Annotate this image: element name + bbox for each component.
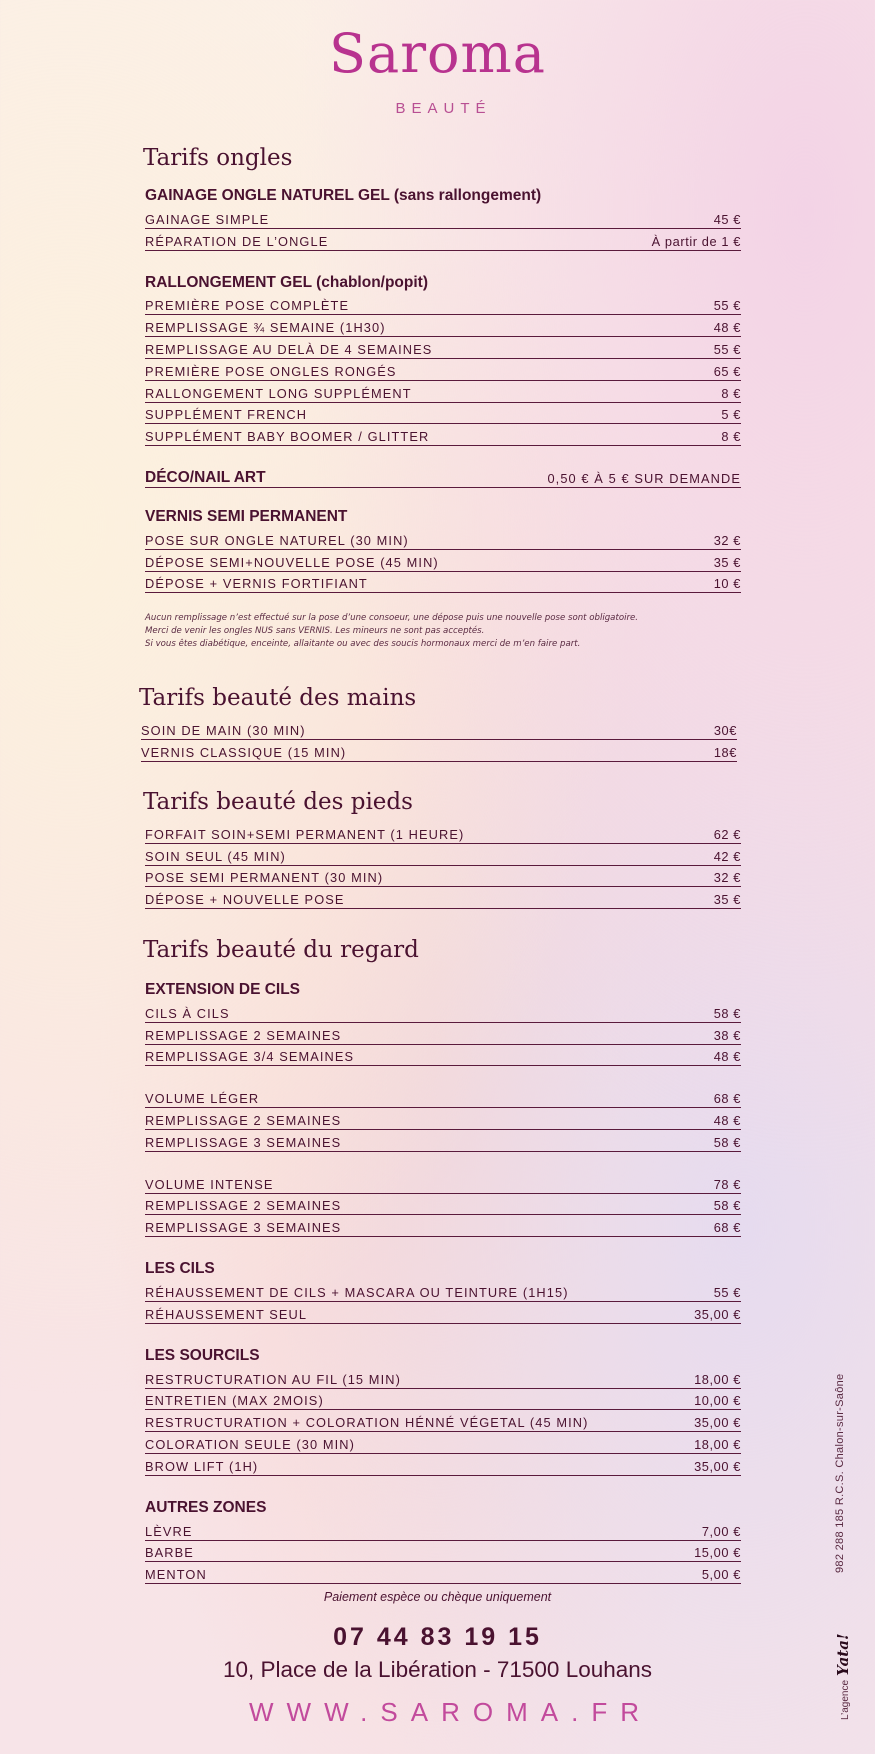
group-title-sourcils: LES SOURCILS xyxy=(145,1346,260,1364)
price-row xyxy=(145,315,741,337)
price-row xyxy=(145,528,741,550)
service-price: 45 € xyxy=(713,211,741,227)
price-row xyxy=(145,1367,741,1389)
service-label: REMPLISSAGE 3 SEMAINES xyxy=(145,1134,342,1150)
price-row xyxy=(145,1541,741,1563)
group-title-cils: LES CILS xyxy=(145,1260,215,1278)
service-price: 18,00 € xyxy=(694,1371,741,1387)
price-row xyxy=(145,424,741,446)
price-row xyxy=(145,1108,741,1130)
service-label: REMPLISSAGE 2 SEMAINES xyxy=(145,1198,342,1214)
price-row xyxy=(145,550,741,572)
service-price: 78 € xyxy=(713,1176,741,1192)
service-price: 55 € xyxy=(713,298,741,314)
rcs-number: 982 288 185 R.C.S. Chalon-sur-Saône xyxy=(834,1373,846,1573)
address: 10, Place de la Libération - 71500 Louhans xyxy=(222,1657,653,1682)
price-row xyxy=(145,1432,741,1454)
price-row xyxy=(145,1302,741,1324)
service-price: 48 € xyxy=(713,1049,741,1065)
deco-nail-art-row xyxy=(145,463,741,488)
group-title-rallongement: RALLONGEMENT GEL (chablon/popit) xyxy=(145,273,428,291)
price-row xyxy=(145,866,741,888)
service-label: BROW LIFT (1H) xyxy=(145,1458,259,1474)
service-label: SUPPLÉMENT FRENCH xyxy=(145,407,308,423)
agency-credit xyxy=(834,1633,852,1720)
service-label: MENTON xyxy=(145,1567,207,1583)
service-label: PREMIÈRE POSE COMPLÈTE xyxy=(145,298,350,314)
section-regard xyxy=(145,934,741,1584)
service-label: RÉPARATION DE L’ONGLE xyxy=(145,233,329,249)
price-row xyxy=(145,359,741,381)
service-price: 32 € xyxy=(713,870,741,886)
service-price: 58 € xyxy=(713,1005,741,1021)
service-price: 10 € xyxy=(713,576,741,592)
service-price: 8 € xyxy=(721,429,741,445)
service-label: REMPLISSAGE ¾ SEMAINE (1H30) xyxy=(145,320,386,336)
service-price: 68 € xyxy=(713,1091,741,1107)
service-label: RÉHAUSSEMENT DE CILS + MASCARA OU TEINTURE (1H15) xyxy=(145,1284,569,1300)
service-label: DÉPOSE + VERNIS FORTIFIANT xyxy=(145,576,368,592)
service-price: 18,00 € xyxy=(694,1436,741,1452)
price-row xyxy=(145,1045,741,1067)
service-label: FORFAIT SOIN+SEMI PERMANENT (1 HEURE) xyxy=(145,826,465,842)
section-mains xyxy=(141,682,737,762)
price-row xyxy=(145,403,741,425)
price-list-extension-2 xyxy=(145,1086,741,1151)
brand-logo: Saroma xyxy=(329,22,546,85)
price-row xyxy=(145,294,741,316)
price-list-vernis xyxy=(145,528,741,593)
price-row xyxy=(145,337,741,359)
payment-note: Paiement espèce ou chèque uniquement xyxy=(323,1590,552,1604)
service-price: 7,00 € xyxy=(701,1523,741,1539)
price-list-rallongement xyxy=(145,294,741,447)
service-price: 18€ xyxy=(713,744,737,760)
price-row xyxy=(145,1023,741,1045)
service-price: 5 € xyxy=(721,407,741,423)
service-label: POSE SEMI PERMANENT (30 MIN) xyxy=(145,870,384,886)
price-list-mains xyxy=(141,718,737,762)
price-list-extension-3 xyxy=(145,1172,741,1237)
agency-prefix: L’agence xyxy=(840,1679,851,1720)
section-title-mains: Tarifs beauté des mains xyxy=(139,685,417,711)
phone-number[interactable]: 07 44 83 19 15 xyxy=(333,1623,542,1651)
service-label: GAINAGE SIMPLE xyxy=(145,211,270,227)
price-list-pieds xyxy=(145,822,741,909)
section-title-regard: Tarifs beauté du regard xyxy=(143,937,419,963)
service-label: RALLONGEMENT LONG SUPPLÉMENT xyxy=(145,385,412,401)
price-row xyxy=(145,1086,741,1108)
price-row xyxy=(141,718,737,740)
price-row xyxy=(145,1410,741,1432)
price-list-sourcils xyxy=(145,1367,741,1476)
service-label: RESTRUCTURATION + COLORATION HÉNNÉ VÉGETAL (45 MIN) xyxy=(145,1415,589,1431)
service-price: 68 € xyxy=(713,1220,741,1236)
service-price: 35,00 € xyxy=(694,1458,741,1474)
price-row xyxy=(145,822,741,844)
section-ongles xyxy=(145,142,741,446)
service-price: 65 € xyxy=(713,363,741,379)
service-label: ENTRETIEN (MAX 2MOIS) xyxy=(145,1393,324,1409)
price-row xyxy=(145,207,741,229)
service-price: 55 € xyxy=(713,341,741,357)
price-list-gainage xyxy=(145,207,741,251)
service-label: SOIN SEUL (45 MIN) xyxy=(145,848,286,864)
service-price: 48 € xyxy=(713,320,741,336)
service-price: 58 € xyxy=(713,1134,741,1150)
price-row xyxy=(145,1194,741,1216)
service-label: VERNIS CLASSIQUE (15 MIN) xyxy=(141,744,347,760)
service-price: 8 € xyxy=(721,385,741,401)
price-list-cils xyxy=(145,1280,741,1324)
price-row xyxy=(145,381,741,403)
service-label: REMPLISSAGE 2 SEMAINES xyxy=(145,1112,342,1128)
note-line: Si vous êtes diabétique, enceinte, allaitante ou avec des soucis hormonaux merci de m’en faire part. xyxy=(145,639,581,649)
service-label: DÉPOSE + NOUVELLE POSE xyxy=(145,892,345,908)
service-label: SUPPLÉMENT BABY BOOMER / GLITTER xyxy=(145,429,430,445)
service-price: 15,00 € xyxy=(694,1545,741,1561)
service-label: POSE SUR ONGLE NATUREL (30 MIN) xyxy=(145,532,409,548)
service-label: CILS À CILS xyxy=(145,1005,230,1021)
price-list-autres xyxy=(145,1519,741,1584)
group-title-extension: EXTENSION DE CILS xyxy=(145,981,301,998)
price-list-extension-1 xyxy=(145,1001,741,1066)
service-price: 5,00 € xyxy=(701,1567,741,1583)
service-price: 10,00 € xyxy=(694,1393,741,1409)
price-row xyxy=(145,1519,741,1541)
service-price: 55 € xyxy=(713,1284,741,1300)
group-title-gainage: GAINAGE ONGLE NATUREL GEL (sans rallongement) xyxy=(145,187,542,204)
service-price: 62 € xyxy=(713,826,741,842)
service-price: 35,00 € xyxy=(694,1415,741,1431)
service-price: À partir de 1 € xyxy=(651,233,741,249)
price-row xyxy=(145,887,741,909)
service-price: 32 € xyxy=(713,532,741,548)
section-pieds xyxy=(145,786,741,909)
price-row xyxy=(145,1454,741,1476)
section-title-ongles: Tarifs ongles xyxy=(143,145,293,171)
service-label: REMPLISSAGE 3 SEMAINES xyxy=(145,1220,342,1236)
service-label: RESTRUCTURATION AU FIL (15 MIN) xyxy=(145,1371,401,1387)
agency-logo: Yata! xyxy=(834,1633,852,1676)
service-price: 58 € xyxy=(713,1198,741,1214)
price-row xyxy=(145,1280,741,1302)
service-label: LÈVRE xyxy=(145,1523,193,1539)
price-row xyxy=(145,229,741,251)
service-label: PREMIÈRE POSE ONGLES RONGÉS xyxy=(145,363,397,379)
service-label: VOLUME INTENSE xyxy=(145,1176,274,1192)
deco-price: 0,50 € À 5 € SUR DEMANDE xyxy=(547,471,741,486)
price-row xyxy=(145,1172,741,1194)
price-row xyxy=(145,844,741,866)
service-label: REMPLISSAGE AU DELÀ DE 4 SEMAINES xyxy=(145,341,433,357)
section-title-pieds: Tarifs beauté des pieds xyxy=(143,789,413,815)
service-price: 30€ xyxy=(713,722,737,738)
service-label: VOLUME LÉGER xyxy=(145,1091,260,1107)
price-row xyxy=(141,740,737,762)
price-row xyxy=(145,572,741,594)
service-label: REMPLISSAGE 3/4 SEMAINES xyxy=(145,1049,355,1065)
note-line: Merci de venir les ongles NUS sans VERNIS. Les mineurs ne sont pas acceptés. xyxy=(145,626,485,636)
price-row xyxy=(145,1001,741,1023)
section-vernis xyxy=(145,505,741,593)
service-price: 42 € xyxy=(713,848,741,864)
service-price: 48 € xyxy=(713,1112,741,1128)
service-price: 35,00 € xyxy=(694,1306,741,1322)
brand-tagline: BEAUTÉ xyxy=(395,100,492,117)
website-link[interactable]: WWW.SAROMA.FR xyxy=(249,1697,652,1727)
price-row xyxy=(145,1389,741,1411)
service-price: 38 € xyxy=(713,1027,741,1043)
service-price: 35 € xyxy=(713,554,741,570)
service-label: SOIN DE MAIN (30 MIN) xyxy=(141,722,306,738)
price-row xyxy=(145,1130,741,1152)
service-label: REMPLISSAGE 2 SEMAINES xyxy=(145,1027,342,1043)
group-title-autres: AUTRES ZONES xyxy=(145,1498,267,1516)
service-label: RÉHAUSSEMENT SEUL xyxy=(145,1306,308,1322)
service-label: BARBE xyxy=(145,1545,194,1561)
service-label: DÉPOSE SEMI+NOUVELLE POSE (45 MIN) xyxy=(145,554,439,570)
ongles-notes xyxy=(145,612,745,651)
price-row xyxy=(145,1215,741,1237)
deco-title: DÉCO/NAIL ART xyxy=(145,469,266,486)
service-price: 35 € xyxy=(713,892,741,908)
group-title-vernis: VERNIS SEMI PERMANENT xyxy=(145,508,348,525)
price-row xyxy=(145,1562,741,1584)
note-line: Aucun remplissage n’est effectué sur la pose d’une consoeur, une dépose puis une nouvelle pose sont obligatoire. xyxy=(145,613,639,623)
service-label: COLORATION SEULE (30 MIN) xyxy=(145,1436,356,1452)
